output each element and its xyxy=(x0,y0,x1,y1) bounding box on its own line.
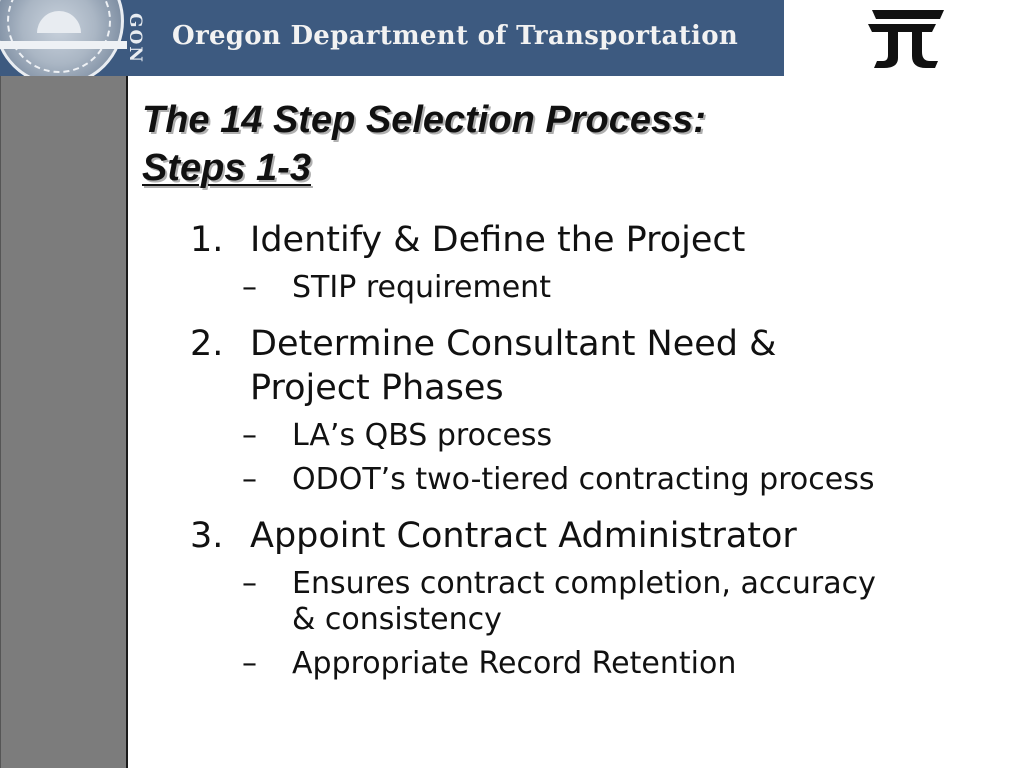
step-text-line1: Determine Consultant Need & xyxy=(250,324,777,364)
sub-bullet xyxy=(242,270,990,306)
sub-bullet-text-line2: & consistency xyxy=(292,602,502,637)
list-item-step-2 xyxy=(190,322,990,410)
sub-bullet xyxy=(242,418,990,454)
header-banner xyxy=(0,0,784,76)
step-text: Identify & Define the Project xyxy=(250,220,746,260)
step-text-line2: Project Phases xyxy=(250,368,504,408)
seal-label: GON xyxy=(125,12,145,64)
sub-bullet xyxy=(242,646,990,682)
sub-bullet-text: LA’s QBS process xyxy=(292,418,553,453)
step-number: 2. xyxy=(190,324,224,364)
slide-title xyxy=(142,96,1002,192)
dash-bullet: – xyxy=(242,462,257,497)
sub-bullet xyxy=(242,566,990,638)
dash-bullet: – xyxy=(242,566,257,601)
side-band-border xyxy=(0,76,128,768)
list-item-step-1 xyxy=(190,218,990,262)
odot-logo-icon xyxy=(866,4,948,72)
banner-title: Oregon Department of Transportation xyxy=(172,21,739,51)
dash-bullet: – xyxy=(242,418,257,453)
sub-bullet-text: ODOT’s two-tiered contracting process xyxy=(292,462,875,497)
step-text: Appoint Contract Administrator xyxy=(250,516,797,556)
seal-band xyxy=(0,41,127,49)
sub-bullet-text: Appropriate Record Retention xyxy=(292,646,737,681)
slide-title-line2: Steps 1-3 xyxy=(142,147,311,189)
dash-bullet: – xyxy=(242,270,257,305)
slide-title-line1: The 14 Step Selection Process: xyxy=(142,99,706,141)
sub-bullet-text: STIP requirement xyxy=(292,270,551,305)
sub-bullet-text-line1: Ensures contract completion, accuracy xyxy=(292,566,876,601)
oregon-state-seal-icon xyxy=(0,0,124,76)
dash-bullet: – xyxy=(242,646,257,681)
step-number: 1. xyxy=(190,220,224,260)
steps-list xyxy=(190,218,990,682)
step-number: 3. xyxy=(190,516,224,556)
sub-bullet xyxy=(242,462,990,498)
list-item-step-3 xyxy=(190,514,990,558)
